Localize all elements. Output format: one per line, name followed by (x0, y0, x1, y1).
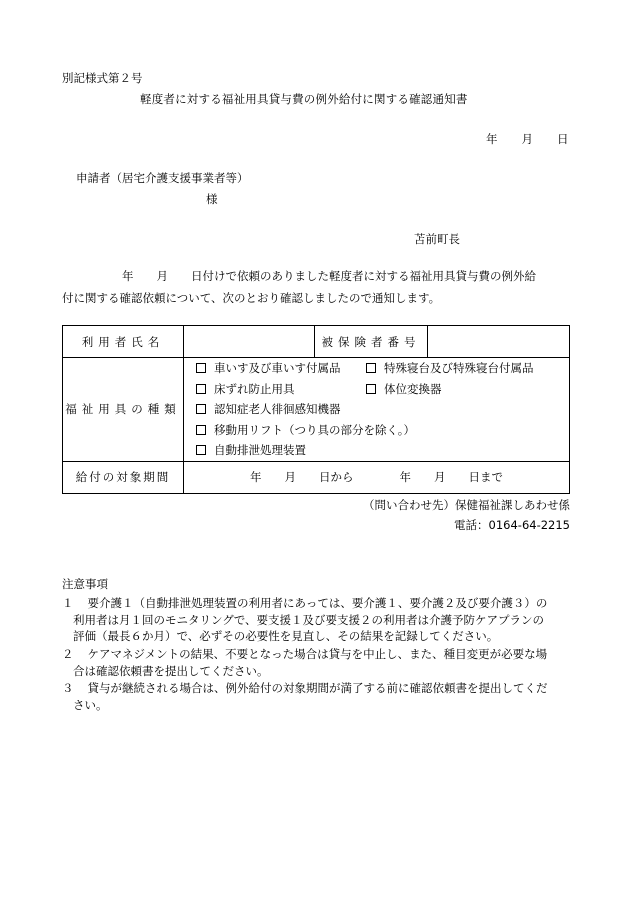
date-month: 月 (521, 132, 533, 146)
checkbox-icon[interactable] (366, 384, 376, 394)
option-mobility-lift[interactable]: 移動用リフト（つり具の部分を除く。） (196, 420, 569, 441)
notes-title: 注意事項 (62, 577, 108, 591)
confirmation-table (62, 325, 570, 494)
insured-number-field[interactable] (428, 326, 570, 358)
note-text: 利用者は月１回のモニタリングで、要支援１及び要支援２の利用者は介護予防ケアプランの (73, 612, 545, 627)
table-row-period (63, 461, 570, 493)
checkbox-icon[interactable] (366, 363, 376, 373)
form-id: 別記様式第２号 (62, 71, 143, 85)
table-row-equipment (63, 358, 570, 462)
option-bedsore-prevention[interactable]: 床ずれ防止用具 (196, 379, 366, 400)
note-number: ２ (62, 647, 74, 661)
note-text: 評価（最長６か月）で、必ずその必要性を見直し、その結果を記録してください。 (73, 629, 499, 643)
name-label: 利用者氏名 (63, 326, 184, 358)
body-text-line-2: 付に関する確認依頼について、次のとおり確認しましたので通知します。 (62, 291, 441, 305)
note-item-1 (62, 595, 574, 645)
contact-info: （問い合わせ先）保健福祉課しあわせ係 (363, 498, 570, 512)
body-text-line-1: 年 月 日付けで依頼のありました軽度者に対する福祉用具貸与費の例外給 (122, 269, 536, 283)
period-field[interactable]: 年 月 日から 年 月 日まで (184, 461, 570, 493)
option-special-bed[interactable]: 特殊寝台及び特殊寝台付属品 (366, 361, 534, 375)
option-wheelchair[interactable]: 車いす及び車いす付属品 (196, 358, 366, 379)
checkbox-icon[interactable] (196, 445, 206, 455)
checkbox-icon[interactable] (196, 425, 206, 435)
note-text: 要介護１（自動排泄処理装置の利用者にあっては、要介護１、要介護２及び要介護３）の (87, 596, 548, 610)
issue-date (486, 131, 569, 147)
insured-number-label: 被保険者番号 (315, 326, 428, 358)
equipment-options (184, 358, 570, 462)
note-item-3 (62, 680, 574, 713)
document-title: 軽度者に対する福祉用具貸与費の例外給付に関する確認通知書 (140, 92, 468, 106)
equipment-type-label: 福祉用具の種類 (63, 358, 184, 462)
option-auto-excretion[interactable]: 自動排泄処理装置 (196, 440, 569, 461)
note-number: １ (62, 596, 74, 610)
date-year: 年 (486, 132, 498, 146)
applicant-label: 申請者（居宅介護支援事業者等） (76, 171, 249, 185)
note-text: 貸与が継続される場合は、例外給付の対象期間が満了する前に確認依頼書を提出してくだ (87, 681, 548, 695)
contact-phone: 電話：0164-64-2215 (454, 518, 570, 532)
date-day: 日 (557, 132, 569, 146)
note-text: 合は確認依頼書を提出してください。 (73, 663, 269, 678)
period-label: 給付の対象期間 (63, 461, 184, 493)
option-position-changer[interactable]: 体位変換器 (366, 382, 442, 396)
table-row-name (63, 326, 570, 358)
checkbox-icon[interactable] (196, 363, 206, 373)
note-item-2 (62, 646, 574, 679)
sender-name: 苫前町長 (414, 232, 460, 246)
honorific: 様 (206, 192, 218, 206)
note-text: ケアマネジメントの結果、不要となった場合は貸与を中止し、また、種目変更が必要な場 (87, 647, 548, 661)
note-number: ３ (62, 681, 74, 695)
option-wandering-sensor[interactable]: 認知症老人徘徊感知機器 (196, 399, 569, 420)
checkbox-icon[interactable] (196, 404, 206, 414)
checkbox-icon[interactable] (196, 384, 206, 394)
name-field[interactable] (184, 326, 315, 358)
note-text: さい。 (73, 697, 108, 712)
